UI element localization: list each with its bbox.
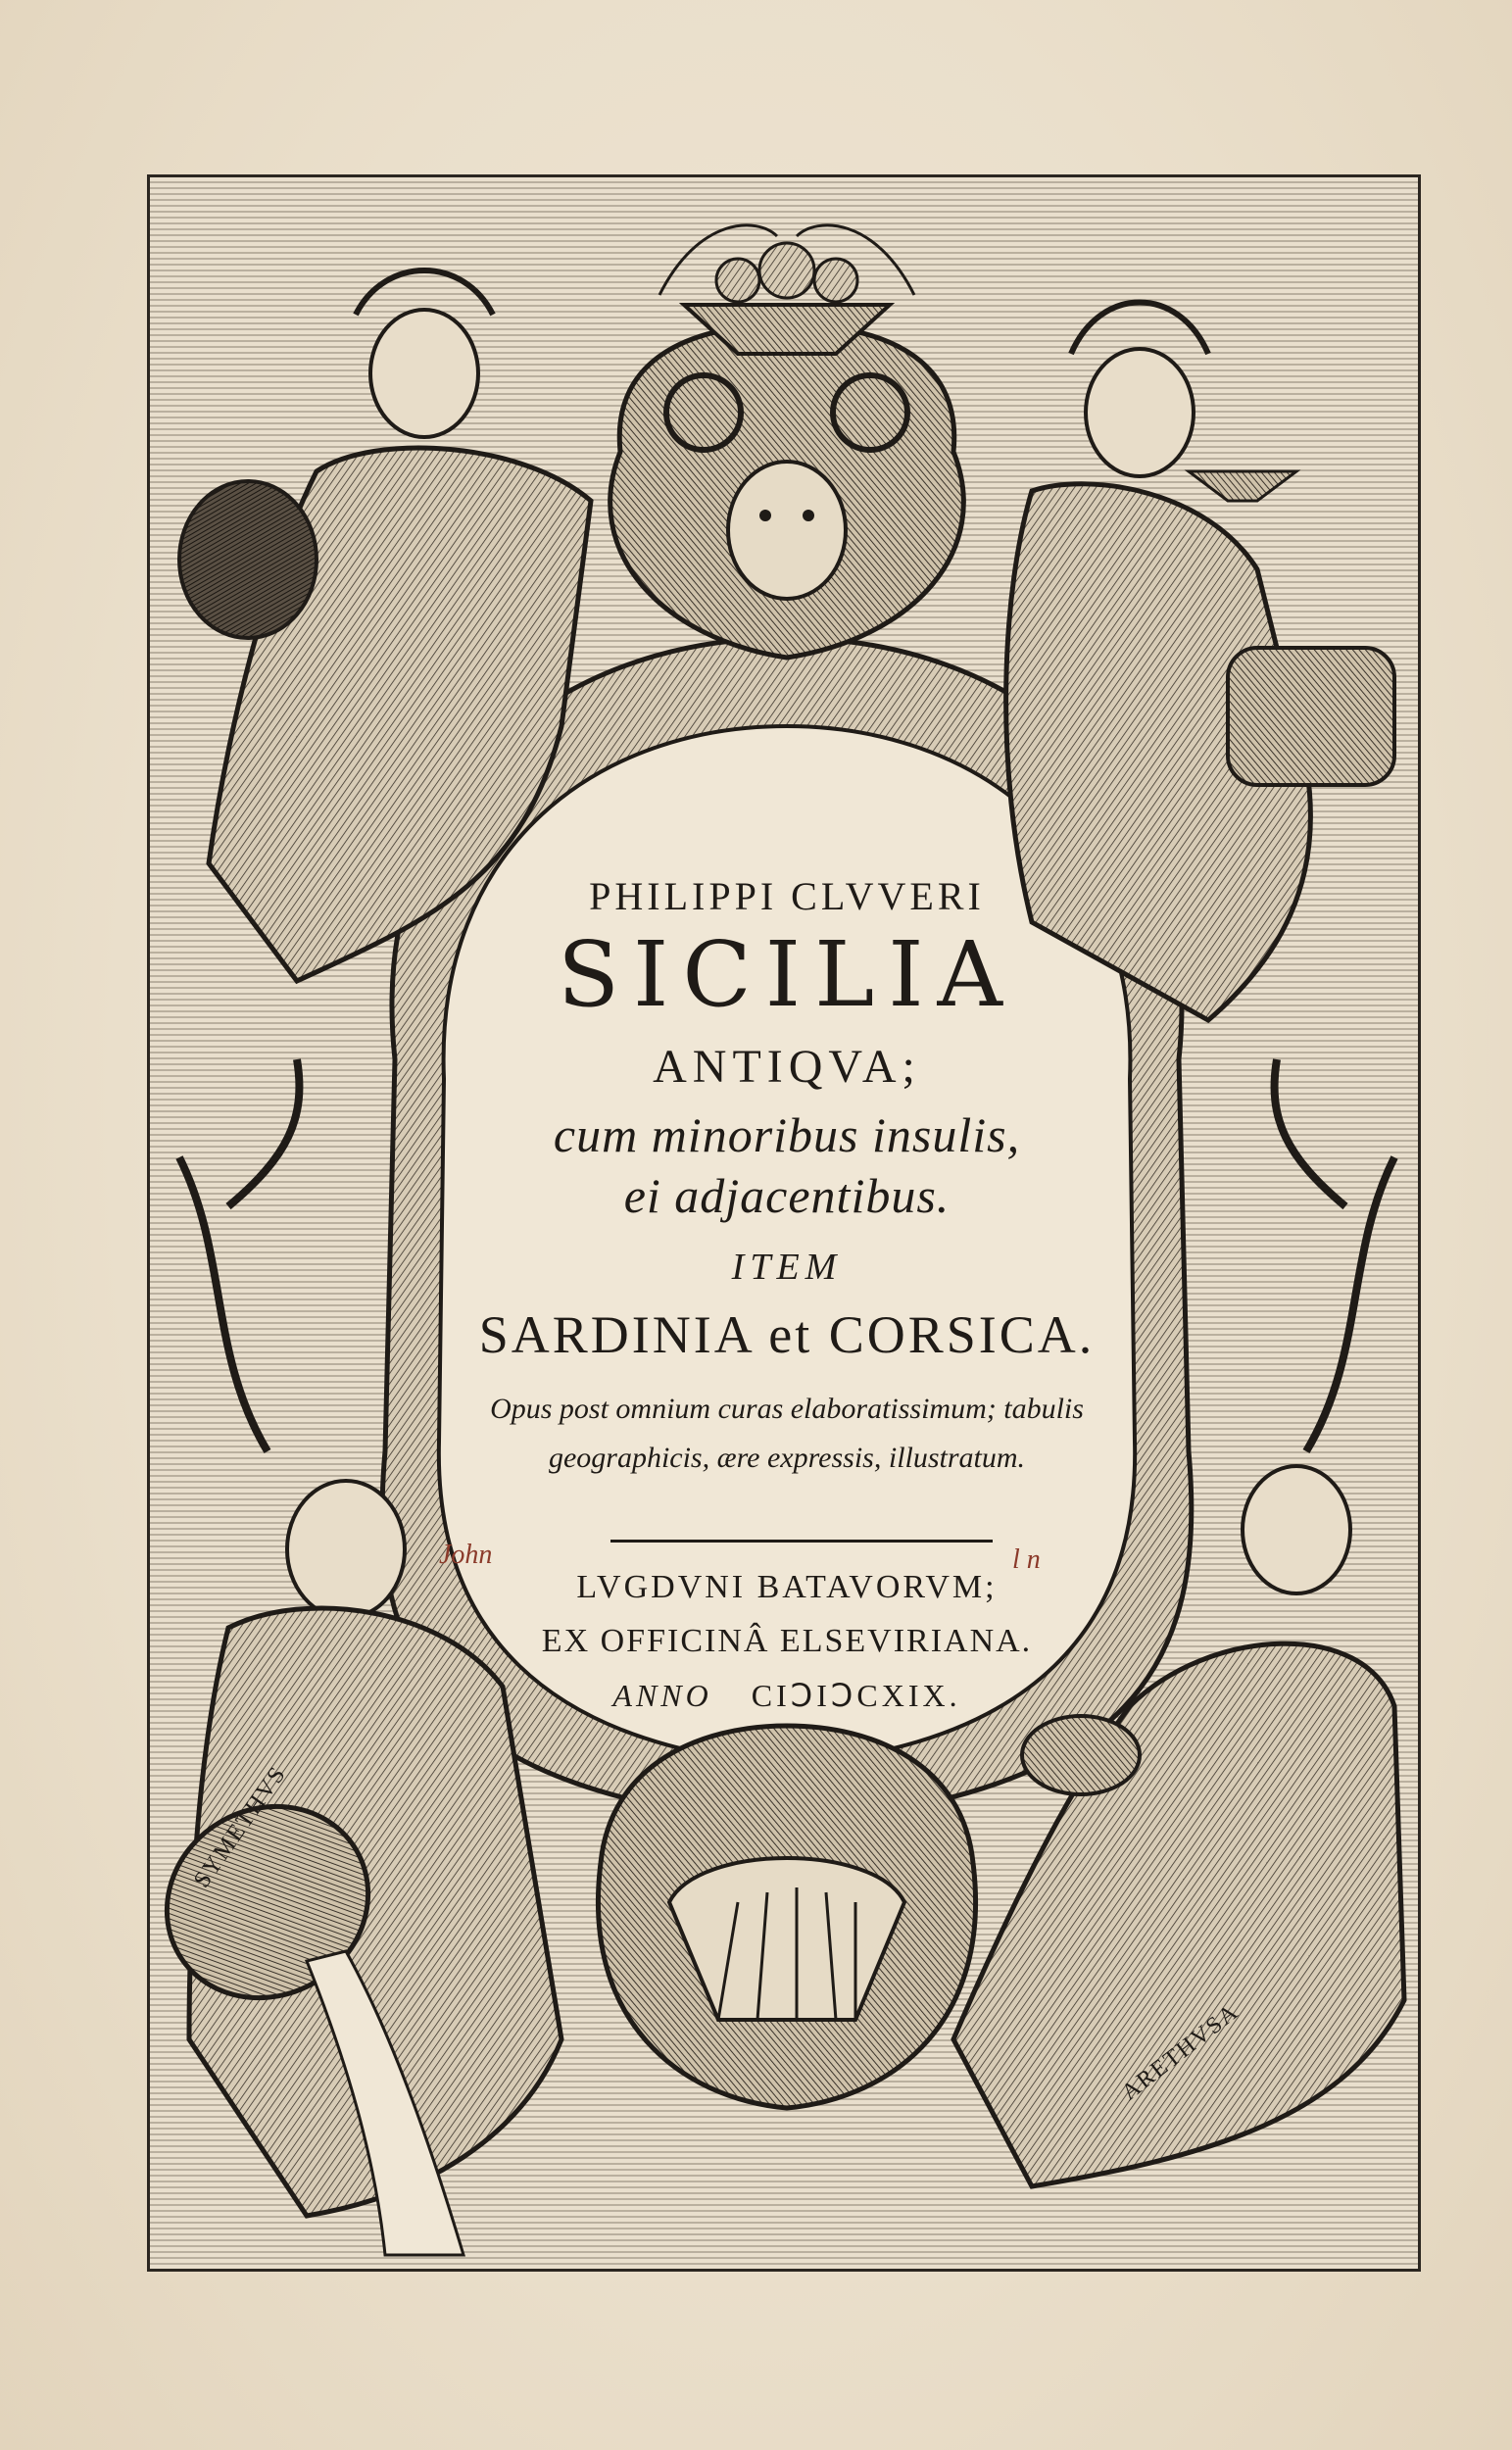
handwritten-note-1: John	[439, 1540, 493, 1570]
imprint-place: LVGDVNI BATAVORVM;	[576, 1569, 998, 1605]
river-label-arethusa: ARETHVSA	[1116, 1998, 1244, 2106]
river-label-symethus: SYMETHVS	[188, 1761, 292, 1893]
description-line-1: Opus post omnium curas elaboratissimum; tabulis	[490, 1393, 1084, 1425]
anno-word: ANNO	[612, 1678, 712, 1713]
top-mask-ornament	[610, 324, 964, 658]
title-line-2: ei adjacentibus.	[623, 1168, 951, 1223]
shell-ornament	[598, 1726, 975, 2108]
description-line-2: geographicis, ære expressis, illustratum.	[548, 1442, 1026, 1474]
second-title: SARDINIA et CORSICA.	[478, 1305, 1096, 1364]
divider-rule	[610, 1540, 993, 1543]
book-title: SICILIA	[558, 922, 1016, 1027]
imprint-date	[150, 1677, 1421, 1714]
imprint-printer: EX OFFICINÂ ELSEVIRIANA.	[541, 1623, 1033, 1659]
title-line-1: cum minoribus insulis,	[553, 1107, 1021, 1162]
item-word: ITEM	[731, 1247, 843, 1288]
book-subtitle: ANTIQVA;	[653, 1041, 921, 1093]
engraved-title-plate	[147, 174, 1421, 2272]
handwritten-note-2: l n	[1012, 1544, 1041, 1575]
engraving-illustration	[150, 177, 1421, 2272]
author-name: PHILIPPI CLVVERI	[589, 874, 985, 918]
year-numeral: CIↃIↃCXIX.	[751, 1678, 961, 1713]
